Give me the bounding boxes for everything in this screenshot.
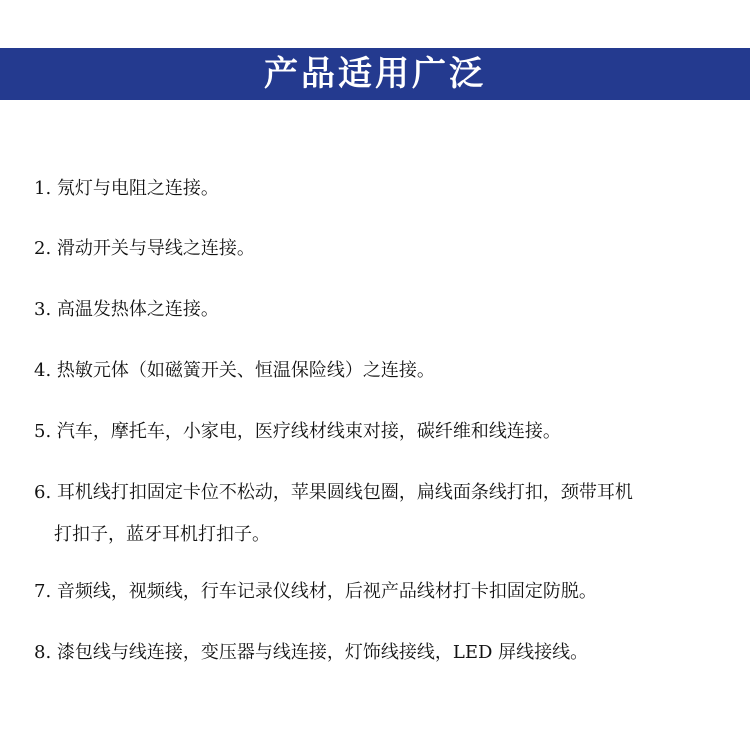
list-item xyxy=(34,637,734,669)
list-item-text: 3. 高温发热体之连接。 xyxy=(34,299,219,320)
list-item xyxy=(34,477,734,551)
list-item xyxy=(34,355,734,387)
page-title: 产品适用广泛 xyxy=(264,54,486,94)
list-item-text: 4. 热敏元体（如磁簧开关、恒温保险线）之连接。 xyxy=(34,360,435,381)
list-item xyxy=(34,294,734,326)
list-item xyxy=(34,233,734,265)
list-item-text: 8. 漆包线与线连接，变压器与线连接，灯饰线接线，LED 屏线接线。 xyxy=(34,642,589,663)
list-item xyxy=(34,576,734,608)
list-item-text: 7. 音频线，视频线，行车记录仪线材，后视产品线材打卡扣固定防脱。 xyxy=(34,581,597,602)
list-item-text: 2. 滑动开关与导线之连接。 xyxy=(34,238,255,259)
list-item xyxy=(34,416,734,448)
list-item-text-continued: 打扣子，蓝牙耳机打扣子。 xyxy=(54,524,270,545)
list-item xyxy=(34,173,734,205)
list-item-text: 6. 耳机线打扣固定卡位不松动，苹果圆线包圈，扁线面条线打扣，颈带耳机 xyxy=(34,482,633,503)
list-item-text: 5. 汽车，摩托车，小家电，医疗线材线束对接，碳纤维和线连接。 xyxy=(34,421,561,442)
list-item-text: 1. 氖灯与电阻之连接。 xyxy=(34,178,219,199)
